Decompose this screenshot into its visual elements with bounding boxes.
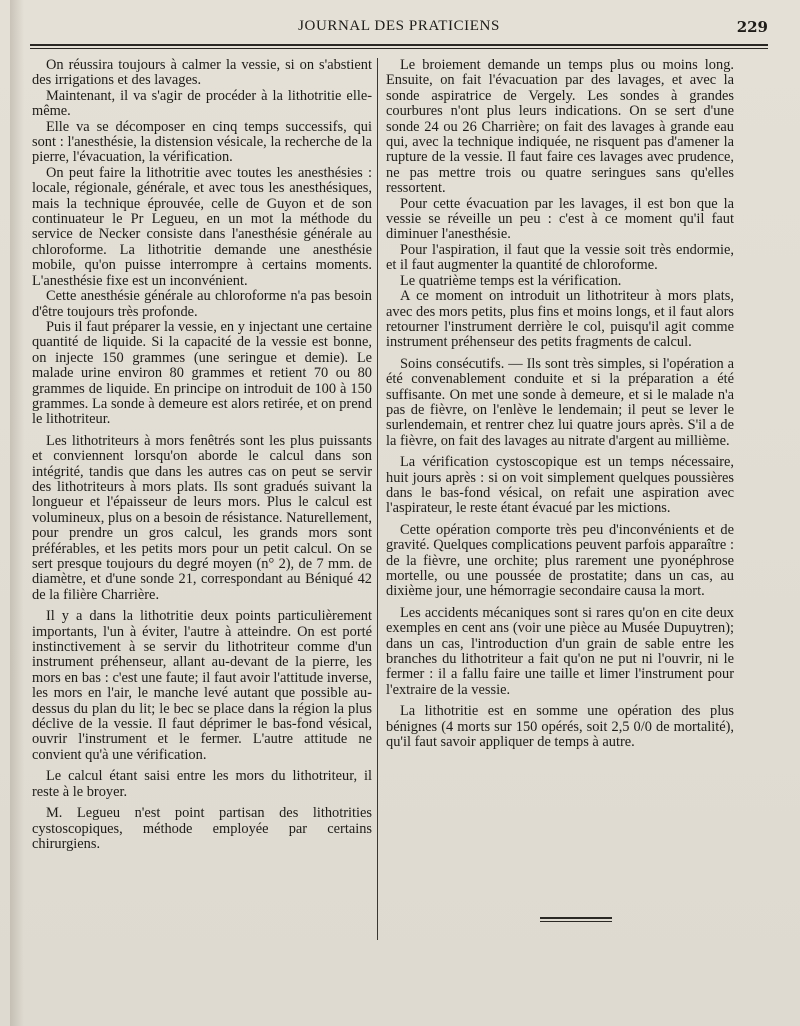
paragraph: Puis il faut préparer la vessie, en y injectant une certaine quantité de liquide. Si la capacité de la vessie est bonne, on injecte 150 grammes (une seringue et demie). Le malade urine environ 80 grammes et retient 70 ou 80 grammes de liquide. En principe on introduit de 100 à 150 grammes. La sonde à demeure est alors retirée, et on prend le lithotriteur. [32, 318, 372, 428]
paragraph: On peut faire la lithotritie avec toutes les anesthésies : locale, régionale, générale, et avec tous les anesthésiques, mais la technique éprouvée, celle de Guyon et de son continuateur le Pr Legueu, en un mot la méthode du service de Necker consiste dans l'anesthésie générale au chloroforme. La lithotritie demande une anesthésie mobile, qu'on puisse interrompre à certains moments. L'anesthésie fixe est un inconvénient. [32, 164, 372, 289]
paragraph: Pour l'aspiration, il faut que la vessie soit très endormie, et il faut augmenter la quantité de chloroforme. [386, 241, 734, 274]
end-separator-thin [540, 921, 612, 922]
paragraph: Le broiement demande un temps plus ou moins long. Ensuite, on fait l'évacuation par des lavages, et avec la sonde aspiratrice de Vergely. Les sondes à grandes courbures n'ont plus leurs indications. On se sert d'une sonde 24 ou 26 Charrière; on fait des lavages à grande eau qui, avec la technique indiquée, ne risquent pas d'amener la rupture de la vessie. Il faut faire ces lavages avec prudence, ne pas mettre trois ou quatre seringues sans qu'elles ressortent. [386, 57, 734, 197]
page-header [30, 18, 768, 40]
paragraph: A ce moment on introduit un lithotriteur à mors plats, avec des mors petits, plus fins et moins longs, et il faut alors retourner l'instrument derrière le col, puisqu'il agit comme instrument préhenseur des petits fragments de calcul. [386, 288, 734, 351]
paragraph: Le quatrième temps est la vérification. [400, 272, 622, 289]
header-rule [30, 44, 768, 46]
paragraph: Les lithotriteurs à mors fenêtrés sont les plus puissants et conviennent lorsqu'on aborde le calcul dans son intégrité, tandis que dans les autres cas on peut se servir des lithotriteurs à mors plats. Ils sont gradués suivant la longueur et l'épaisseur de leurs mors. Plus le calcul est volumineux, plus on a besoin de résistance. Naturellement, pour prendre un gros calcul, les grands mors sont préférables, et les petits mors pour un petit calcul. On se sert presque toujours du degré moyen (n° 2), de 7 mm. de diamètre, et d'une sonde 21, correspondant au Béniqué 42 de la filière Charrière. [32, 432, 372, 603]
paragraph: Il y a dans la lithotritie deux points particulièrement importants, l'un à éviter, l'autre à atteindre. On est porté instinctivement à se servir du lithotriteur comme d'un instrument préhenseur, allant au-devant de la pierre, les mors en bas : c'est une faute; il faut avoir l'attitude inverse, les mors en l'air, le manche levé autant que possible au-dessus du plan du lit; le bec se place dans la région la plus déclive de la vessie. Il faut déprimer le bas-fond vésical, ouvrir l'instrument et le fermer. L'autre attitude ne convient qu'à une vérification. [32, 608, 372, 763]
paragraph: Le calcul étant saisi entre les mors du lithotriteur, il reste à le broyer. [32, 768, 372, 800]
column-divider [377, 58, 378, 940]
paragraph: Les accidents mécaniques sont si rares qu'on en cite deux exemples en cent ans (voir une pièce au Musée Dupuytren); dans un cas, l'introduction d'un grain de sable entre les branches du lithotriteur a fait qu'on ne put ni l'ouvrir, ni le fermer : il a fallu faire une taille et limer l'instrument pour l'extraire de la vessie. [386, 604, 734, 698]
paragraph: Elle va se décomposer en cinq temps successifs, qui sont : l'anesthésie, la distension vésicale, la recherche de la pierre, l'évacuation, la vérification. [32, 118, 372, 166]
paragraph: Pour cette évacuation par les lavages, il est bon que la vessie se réveille un peu : c'est à ce moment qu'il faut diminuer l'anesthésie. [386, 195, 734, 243]
end-separator [540, 917, 612, 919]
paragraph: Cette anesthésie générale au chloroforme n'a pas besoin d'être toujours très profonde. [32, 288, 372, 320]
paragraph: Soins consécutifs. — Ils sont très simples, si l'opération a été convenablement conduite et si la préparation a été suffisante. On met une sonde à demeure, et si le malade n'a pas de fièvre, on l'enlève le lendemain; il peut se lever le surlendemain, et rentrer chez lui quatre jours après. S'il a de la fièvre, on fait des lavages au nitrate d'argent au millième. [386, 355, 734, 449]
paragraph: Maintenant, il va s'agir de procéder à la lithotritie elle-même. [32, 87, 372, 120]
paragraph: La lithotritie est en somme une opération des plus bénignes (4 morts sur 150 opérés, soit 2,5 0/0 de mortalité), qu'il faut savoir appliquer de temps à autre. [386, 703, 734, 751]
page-number: 229 [736, 18, 768, 36]
paragraph: Cette opération comporte très peu d'inconvénients et de gravité. Quelques complications peuvent parfois apparaître : de la fièvre, une orchite; plus rarement une pyonéphrose mortelle, ou une poussée de prostatite; dans un cas, au dixième jour, une hémorragie secondaire causa la mort. [386, 521, 734, 600]
paragraph: M. Legueu n'est point partisan des lithotrities cystoscopiques, méthode employée par certains chirurgiens. [32, 805, 372, 852]
left-column [32, 58, 372, 852]
right-column [386, 58, 734, 750]
paragraph: La vérification cystoscopique est un temps nécessaire, huit jours après : si on voit simplement quelques poussières dans le bas-fond vésical, on refait une aspiration avec l'aspirateur, le reste étant évacué par les mictions. [386, 454, 734, 517]
page-fold-shadow [10, 0, 24, 1026]
paragraph: On réussira toujours à calmer la vessie, si on s'abstient des irrigations et des lavages. [32, 57, 372, 89]
header-rule-thin [30, 48, 768, 49]
running-title: JOURNAL DES PRATICIENS [298, 18, 500, 34]
